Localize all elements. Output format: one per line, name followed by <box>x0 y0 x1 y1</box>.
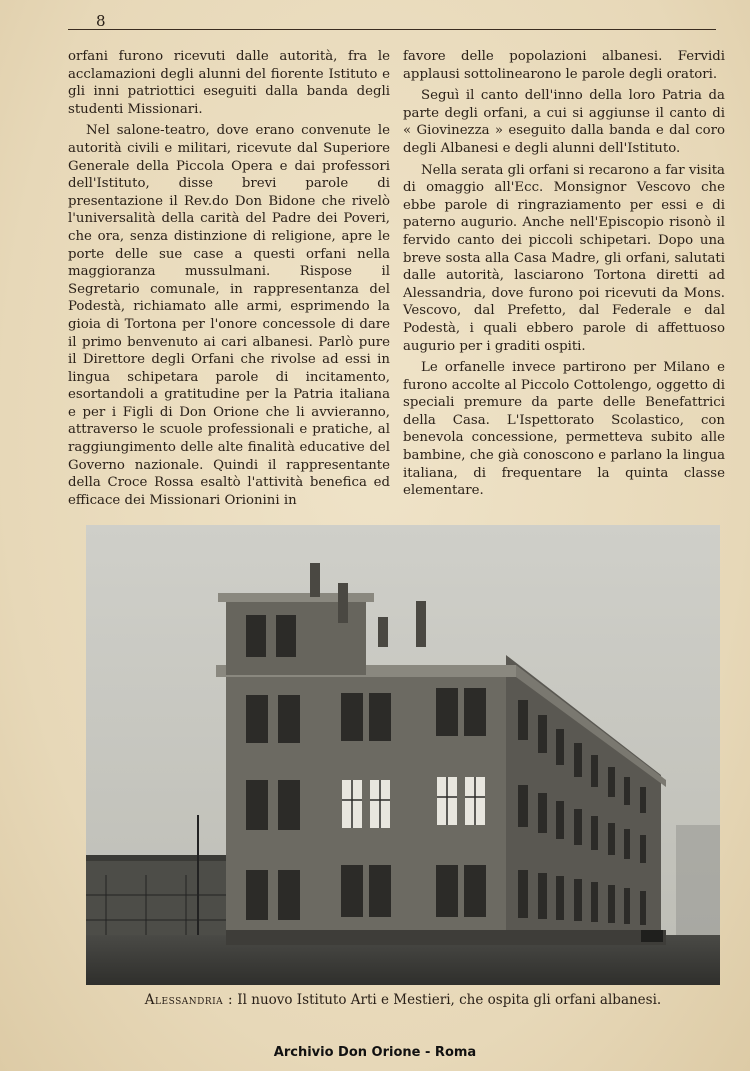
caption-place: Alessandria : <box>144 992 234 1008</box>
caption-text: Il nuovo Istituto Arti e Mestieri, che ospita gli orfani albanesi. <box>233 992 662 1008</box>
right-paragraph-4: Le orfanelle invece partirono per Milano e furono accolte al Piccolo Cottolengo, oggetto di speciali premure da parte delle Benefattrici della Casa. L'Ispettorato Scolastico, con benevola concessione, permetteva subito alle bambine, che già conoscono e parlano la lingua italiana, di frequentare la quinta classe elementare. <box>403 360 725 499</box>
right-paragraph-3: Nella serata gli orfani si recarono a far visita di omaggio all'Ecc. Monsignor Vescovo che ebbe parole di ringraziamento per essi e di paterno augurio. Anche nell'Episcopio risonò il fervido canto dei piccoli schipetari. Dopo una breve sosta alla Casa Madre, gli orfani, salutati dalle autorità, lasciarono Tortona diretti ad Alessandria, dove furono poi ricevuti da Mons. Vescovo, dal Prefetto, dal Federale e dal Podestà, i quali ebbero parole di affettuoso augurio per i graditi ospiti. <box>403 162 725 354</box>
photo-caption <box>86 992 720 1008</box>
page-number: 8 <box>96 12 106 30</box>
right-paragraph-1: favore delle popolazioni albanesi. Fervidi applausi sottolinearono le parole degli oratori. <box>403 49 725 82</box>
building-photo <box>86 525 720 985</box>
right-paragraph-2: Seguì il canto dell'inno della loro Patria da parte degli orfani, a cui si aggiunse il canto di « Giovinezza » eseguito dalla banda e dal coro degli Albanesi e degli alunni dell'Istituto. <box>403 88 725 156</box>
left-paragraph-2: Nel salone-teatro, dove erano convenute le autorità civili e militari, ricevute dal Superiore Generale della Piccola Opera e dai professori dell'Istituto, disse brevi parole di presentazione il Rev.do Don Bidone che rivelò l'universalità della carità del Padre dei Poveri, che ora, senza distinzione di religione, apre le porte delle sue case a questi orfani nella maggioranza mussulmani. Rispose il Segretario comunale, in rappresentanza del Podestà, richiamato alle armi, esprimendo la gioia di Tortona per l'onore concessole di dare il primo benvenuto ai cari albanesi. Parlò pure il Direttore degli Orfani che rivolse ad essi in lingua schipetara parole di incitamento, esortandoli a gratitudine per la Patria italiana e per i Figli di Don Orione che li avvieranno, attraverso le scuole professionali e pratiche, al raggiungimento delle alte finalità educative del Governo nazionale. Quindi il rappresentante della Croce Rossa esaltò l'attività benefica ed efficace dei Missionari Orionini in <box>68 123 390 508</box>
right-column <box>403 48 725 500</box>
header-rule <box>68 29 716 30</box>
left-column <box>68 48 390 509</box>
left-paragraph-1: orfani furono ricevuti dalle autorità, fra le acclamazioni degli alunni del fiorente Istituto e gli inni patriottici eseguiti dalla banda degli studenti Missionari. <box>68 49 390 117</box>
archive-label: Archivio Don Orione - Roma <box>273 1045 477 1060</box>
